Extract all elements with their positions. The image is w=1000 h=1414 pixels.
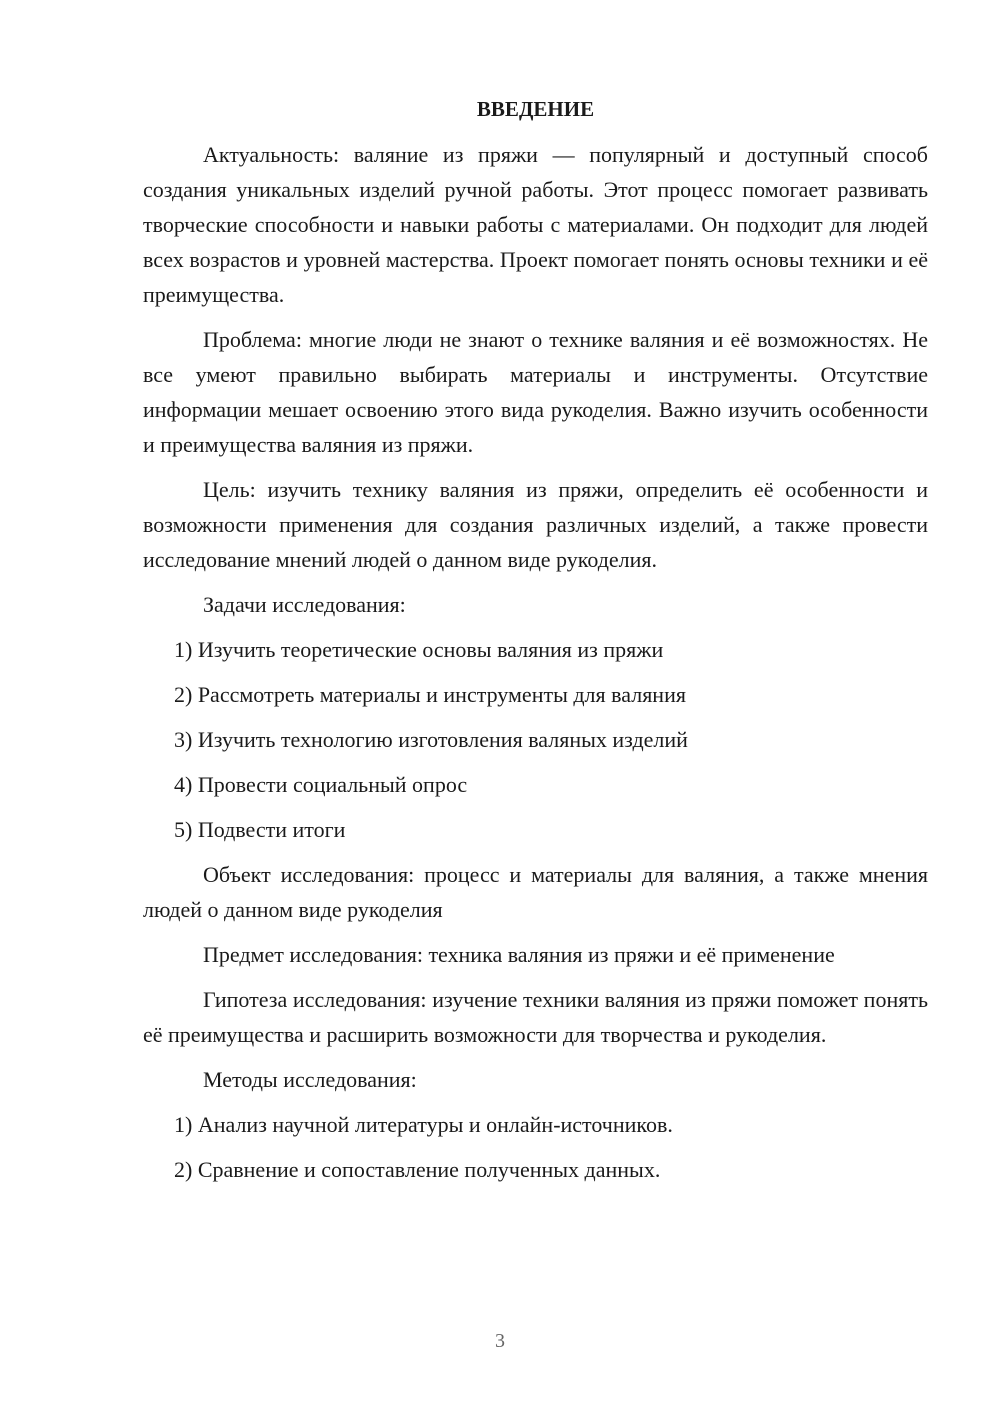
goal-paragraph: Цель: изучить технику валяния из пряжи, определить её особенности и возможности применения для создания различных изделий, а также провести исследование мнений людей о данном виде рукоделия.: [143, 477, 928, 572]
list-item: 1) Изучить теоретические основы валяния из пряжи: [174, 637, 664, 662]
page-number: 3: [495, 1330, 505, 1352]
list-item: 2) Рассмотреть материалы и инструменты для валяния: [174, 682, 686, 707]
hypothesis-paragraph: Гипотеза исследования: изучение техники валяния из пряжи поможет понять её преимущества и расширить возможности для творчества и рукоделия.: [143, 987, 928, 1047]
list-item: 5) Подвести итоги: [174, 817, 346, 842]
subject-paragraph: Предмет исследования: техника валяния из пряжи и её применение: [203, 942, 835, 967]
tasks-list: [143, 632, 928, 847]
list-item: 4) Провести социальный опрос: [174, 772, 468, 797]
list-item: 1) Анализ научной литературы и онлайн-источников.: [174, 1112, 673, 1137]
object-paragraph: Объект исследования: процесс и материалы для валяния, а также мнения людей о данном виде рукоделия: [143, 862, 928, 922]
methods-heading: Методы исследования:: [203, 1067, 417, 1092]
list-item: 2) Сравнение и сопоставление полученных данных.: [174, 1157, 661, 1182]
page-title: ВВЕДЕНИЕ: [476, 97, 595, 121]
methods-list: [143, 1107, 928, 1187]
tasks-heading: Задачи исследования:: [203, 592, 406, 617]
document-page: [143, 92, 928, 1197]
relevance-paragraph: Актуальность: валяние из пряжи — популярный и доступный способ создания уникальных изделий ручной работы. Этот процесс помогает развивать творческие способности и навыки работы с материалами. Он подходит для людей всех возрастов и уровней мастерства. Проект помогает понять основы техники и её преимущества.: [143, 142, 928, 307]
problem-paragraph: Проблема: многие люди не знают о технике валяния и её возможностях. Не все умеют правильно выбирать материалы и инструменты. Отсутствие информации мешает освоению этого вида рукоделия. Важно изучить особенности и преимущества валяния из пряжи.: [143, 327, 928, 457]
list-item: 3) Изучить технологию изготовления валяных изделий: [174, 727, 688, 752]
